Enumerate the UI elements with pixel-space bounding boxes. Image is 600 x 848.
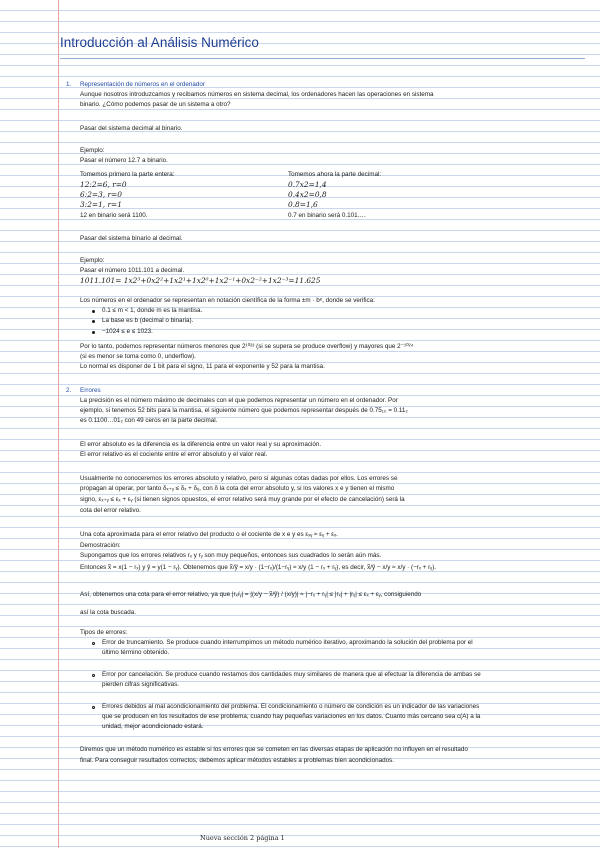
proof-line-1: Supongamos que los errores relativos rₓ y rᵧ son muy pequeños, entonces sus cuadrados lo serán aún más.: [80, 552, 382, 559]
propagation-line-2: propagan al operar, por tanto δₓ₊ᵧ ≤ δₓ + δᵧ, con δ la cota del error absoluto y, si los valores x e y tienen el mismo: [80, 485, 395, 492]
bullet-dot: [92, 320, 95, 323]
decimal-part-heading: Tomemos ahora la parte decimal:: [288, 171, 382, 178]
propagation-line-1: Usualmente no conoceremos los errores absoluto y relativo, pero sí algunas cotas dadas por ellos. Los errores se: [80, 475, 398, 482]
section-2-heading: Errores: [80, 387, 101, 394]
range-line-2: (si es menor se toma como 0, underflow).: [80, 353, 196, 360]
bullet-dot: [92, 331, 95, 334]
relative-error-definition: El error relativo es el cociente entre el error absoluto y el valor real.: [80, 451, 268, 458]
bin-to-dec-heading: Pasar del sistema binario al decimal.: [80, 235, 183, 242]
example-1-label: Ejemplo:: [80, 147, 105, 154]
s1-intro-line-2: binario. ¿Cómo podemos pasar de un sistema a otro?: [80, 101, 231, 108]
stability-line-1: Diremos que un método numérico es estable si los errores que se cometen en las diversas etapas de aplicación no influyen en el resultado: [80, 746, 468, 753]
bullet-circle: [92, 706, 95, 709]
product-quotient-bound: Una cota aproximada para el error relativo del producto o el cociente de x e y es εₓᵧ ≈ εᵧ + εₓ.: [80, 531, 338, 538]
bullet-circle: [92, 642, 95, 645]
exponent-condition: −1024 ≤ e ≤ 1023.: [102, 328, 153, 335]
conditioning-error-line-2: que se producen en los resultados de ese problema, cuando hay pequeñas variaciones en los datos. Cuanto más cercano sea c(A) a la: [102, 713, 481, 720]
propagation-line-4: cota del error relativo.: [80, 507, 141, 514]
section-1-number: 1.: [66, 81, 72, 88]
scientific-notation-line: Los números en el ordenador se representan en notación científica de la forma ±m · bᵉ, donde se verifica:: [80, 297, 375, 304]
proof-line-2: Entonces x̃ = x(1 − rₓ) y ỹ = y(1 − rᵧ). Obtenemos que x̃/ỹ = x/y · (1−rₓ)/(1−rᵧ) ≈ x/y (1 − rₓ + rᵧ), es decir, x̃/ỹ − x/y ≈ x/y · (−rₓ + rᵧ).: [80, 564, 437, 571]
example-2-label: Ejemplo:: [80, 257, 105, 264]
integer-result: 12 en binario será 1100.: [80, 212, 148, 219]
decimal-result: 0.7 en binario será 0.101….: [288, 212, 366, 219]
proof-line-4: así la cota buscada.: [80, 609, 137, 616]
title-divider: [60, 58, 585, 59]
dec-to-bin-heading: Pasar del sistema decimal al binario.: [80, 125, 183, 132]
section-1-heading: Representación de números en el ordenador: [80, 81, 205, 88]
decimal-step-2: 0.4x2=0,8: [288, 190, 327, 199]
proof-line-3: Así, obtenemos una cota para el error relativo, ya que |rₓ/ᵧ| = |(x/y − x̃/ỹ) / (x/y)| ≈ |−rₓ + rᵧ| ≤ |rₓ| + |rᵧ| ≤ εₓ + εᵧ, consiguiendo: [80, 591, 422, 598]
precision-line-2: ejemplo, si tenemos 52 bits para la mantisa, el siguiente número que podemos representar después de 0.75₁₀ = 0.11₂: [80, 407, 408, 414]
integer-step-3: 3:2=1, r=1: [80, 200, 122, 209]
page-footer: Nueva sección 2 página 1: [200, 834, 285, 842]
page-title: Introducción al Análisis Numérico: [60, 35, 259, 50]
mantissa-condition: 0.1 ≤ m < 1, donde m es la mantisa.: [102, 307, 203, 314]
truncation-error-line-2: último término obtenido.: [102, 649, 170, 656]
base-condition: La base es b (decimal o binaria).: [102, 317, 194, 324]
cancellation-error-line-1: Error por cancelación. Se produce cuando restamos dos cantidades muy similares de manera que al efectuar la diferencia de ambas se: [102, 671, 481, 678]
decimal-step-1: 0.7x2=1,4: [288, 180, 327, 189]
conditioning-error-line-1: Errores debidos al mal acondicionamiento del problema. El condicionamiento o número de condición es un indicador de las variaciones: [102, 703, 480, 710]
section-2-number: 2.: [66, 387, 72, 394]
truncation-error-line-1: Error de truncamiento. Se produce cuando interrumpimos un método numérico iterativo, aproximando la solución del problema por el: [102, 639, 473, 646]
integer-step-1: 12:2=6, r=0: [80, 180, 127, 189]
decimal-step-3: 0.8=1,6: [288, 200, 318, 209]
s1-intro-line-1: Aunque nosotros introduzcamos y recibamos números en sistema decimal, los ordenadores hacen las operaciones en sistema: [80, 91, 434, 98]
cancellation-error-line-2: pierden cifras significativas.: [102, 681, 179, 688]
bullet-dot: [92, 310, 95, 313]
notebook-margin-line: [58, 0, 59, 848]
bullet-circle: [92, 674, 95, 677]
proof-label: Demostración:: [80, 542, 121, 549]
integer-part-heading: Tomemos primero la parte entera:: [80, 171, 175, 178]
example-2-formula: 1011.101= 1x2³+0x2²+1x2¹+1x2⁰+1x2⁻¹+0x2⁻²+1x2⁻³=11.625: [80, 276, 321, 285]
example-1-statement: Pasar el número 12.7 a binario.: [80, 157, 168, 164]
error-types-heading: Tipos de errores:: [80, 629, 128, 636]
bit-distribution: Lo normal es disponer de 1 bit para el signo, 11 para el exponente y 52 para la mantisa.: [80, 363, 325, 370]
stability-line-2: final. Para conseguir resultados correctos, debemos aplicar métodos estables a problemas bien acondicionados.: [80, 757, 394, 764]
integer-step-2: 6:2=3, r=0: [80, 190, 122, 199]
propagation-line-3: signo, εₓ₊ᵧ ≤ εₓ + εᵧ (si tienen signos opuestos, el error relativo será muy grande por el efecto de cancelación) será la: [80, 496, 405, 503]
precision-line-3: es 0.1100…01₂ con 49 ceros en la parte decimal.: [80, 417, 218, 424]
absolute-error-definition: El error absoluto es la diferencia es la diferencia entre un valor real y su aproximación.: [80, 441, 322, 448]
note-page: [60, 0, 585, 848]
example-2-statement: Pasar el número 1011.101 a decimal.: [80, 267, 185, 274]
range-line-1: Por lo tanto, podemos representar números menores que 2¹⁰²³ (si se supera se produce overflow) y mayores que 2⁻¹⁰²⁴: [80, 343, 414, 350]
precision-line-1: La precisión es el número máximo de decimales con el que podemos representar un número en el ordenador. Por: [80, 397, 398, 404]
conditioning-error-line-3: unidad, mejor acondicionado estará.: [102, 723, 204, 730]
